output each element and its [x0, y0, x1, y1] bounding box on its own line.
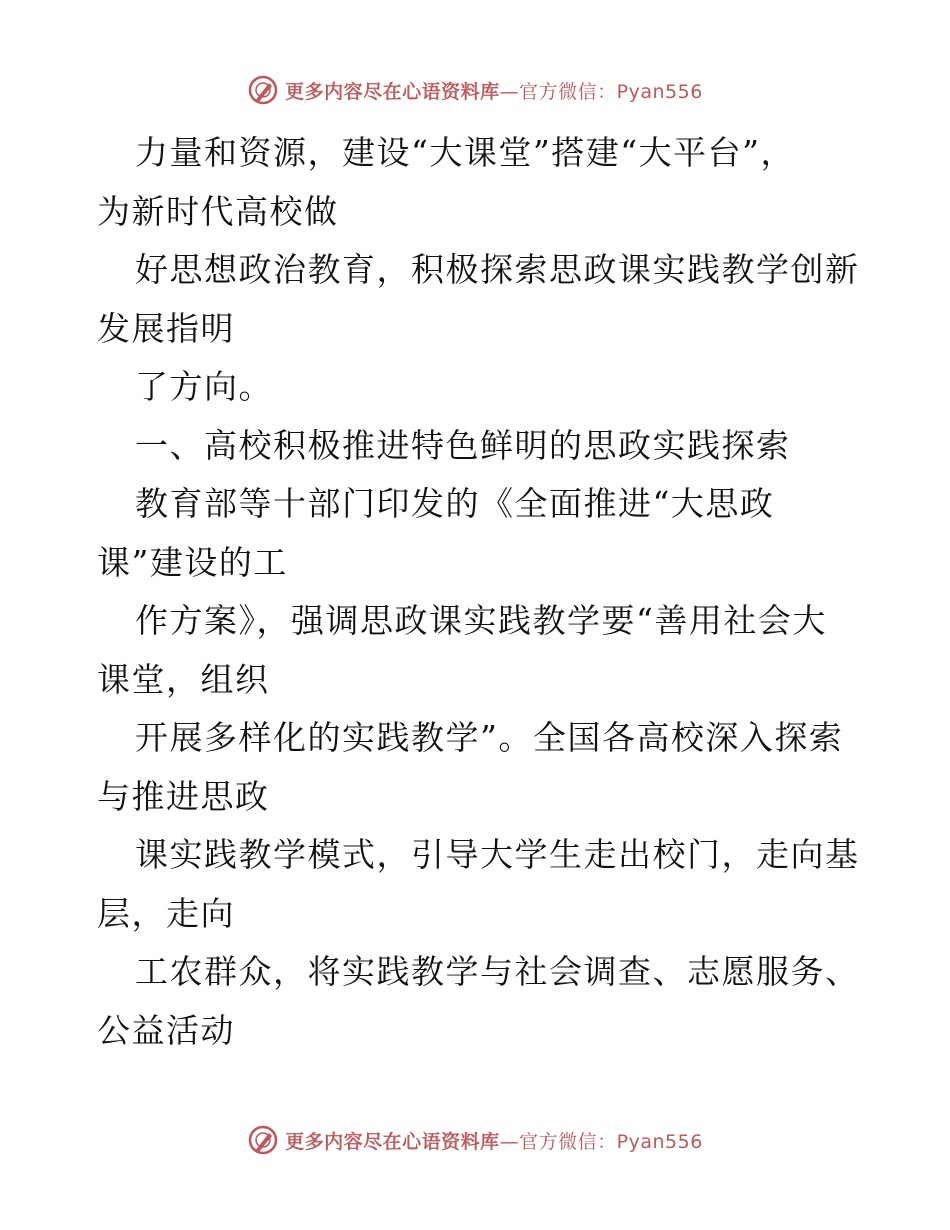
- text-line: 与推进思政: [97, 776, 270, 816]
- pen-logo-icon: [247, 74, 279, 106]
- header-watermark: [0, 70, 950, 110]
- text-line: 层，走向: [97, 893, 235, 933]
- text-line: 工农群众，将实践教学与社会调查、志愿服务、: [135, 952, 860, 991]
- watermark-brand: 更多内容尽在心语资料库: [285, 80, 500, 103]
- watermark-brand: 更多内容尽在心语资料库: [285, 1130, 500, 1153]
- text-line: 课实践教学模式，引导大学生走出校门，走向基: [135, 835, 860, 874]
- text-line: 教育部等十部门印发的《全面推进“大思政: [135, 484, 775, 523]
- watermark-text: [285, 1127, 703, 1154]
- text-line: 力量和资源，建设“大课堂”搭建“大平台”，: [135, 133, 795, 172]
- watermark-suffix: —官方微信：Pyan556: [499, 80, 703, 103]
- text-line: 课”建设的工: [97, 542, 288, 582]
- text-line: 课堂，组织: [97, 659, 270, 699]
- pen-logo-icon: [247, 1124, 279, 1156]
- watermark-text: [285, 77, 703, 104]
- text-line: 作方案》，强调思政课实践教学要“善用社会大: [135, 601, 827, 640]
- text-line: 了方向。: [135, 367, 273, 406]
- text-line: 发展指明: [97, 308, 235, 348]
- section-heading: 一、高校积极推进特色鲜明的思政实践探索: [135, 425, 791, 465]
- text-line: 开展多样化的实践教学”。全国各高校深入探索: [135, 718, 844, 757]
- document-body: [97, 124, 860, 1060]
- watermark-suffix: —官方微信：Pyan556: [499, 1130, 703, 1153]
- text-line: 公益活动: [97, 1010, 235, 1050]
- text-line: 为新时代高校做: [97, 191, 339, 231]
- footer-watermark: [0, 1120, 950, 1160]
- text-line: 好思想政治教育，积极探索思政课实践教学创新: [135, 250, 860, 289]
